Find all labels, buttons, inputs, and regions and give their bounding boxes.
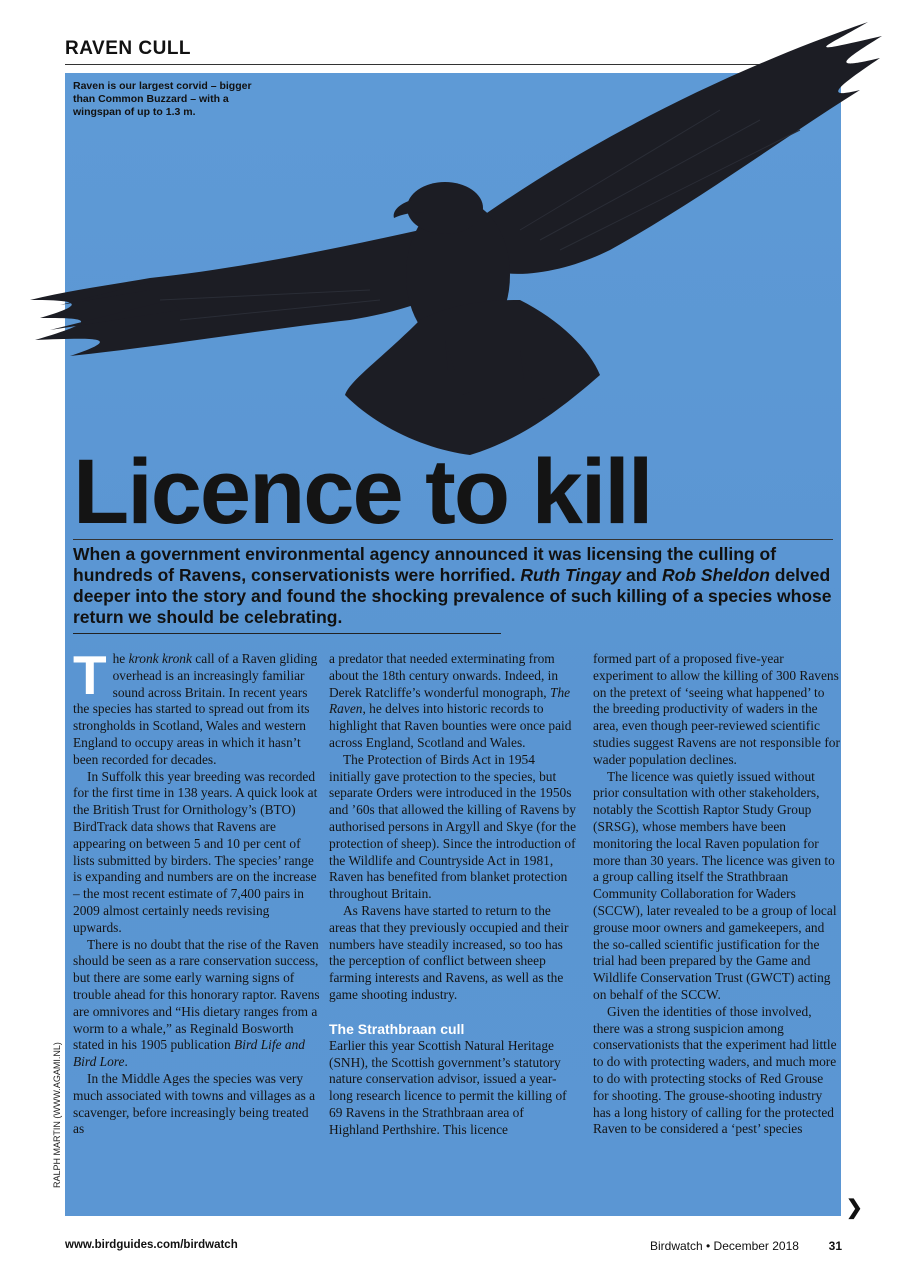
author-name: Ruth Tingay	[520, 565, 622, 585]
standfirst-and: and	[621, 565, 662, 585]
paragraph: In Suffolk this year breeding was recorded for the first time in 138 years. A quick look at the British Trust for Ornithology’s (BTO) BirdTrack data shows that Ravens are appearing on between 5 and 10 per cent of lists submitted by birders. The species’ range is expanding and numbers are on the increase – the most recent estimate of 7,400 pairs in 2009 almost certainly needs revising upwards.	[73, 768, 318, 935]
standfirst-text: When a government environmental agency announced it was licensing the culling of hundreds of Ravens, conservationists were horrified.	[73, 544, 777, 585]
standfirst-text: delved deeper into the story and found the shocking prevalence of such killing of a species whose return we should be celebrating.	[73, 565, 832, 627]
author-name: Rob Sheldon	[661, 565, 770, 585]
article-column-2	[329, 651, 577, 1139]
paragraph-text: a predator that needed exterminating from about the 18th century onwards. Indeed, in Derek Ratcliffe’s wonderful monograph,	[329, 651, 559, 700]
continue-arrow-icon: ❯	[846, 1197, 863, 1219]
standfirst-rule	[73, 633, 501, 634]
publication-date: Birdwatch • December 2018	[650, 1239, 799, 1253]
subheading: The Strathbraan cull	[329, 1020, 465, 1037]
paragraph: Earlier this year Scottish Natural Heritage (SNH), the Scottish government’s statutory nature conservation advisor, issued a year-long research licence to permit the killing of 69 Ravens in the Strathbraan area of Highland Perthshire. This licence	[329, 1037, 567, 1137]
paragraph: The licence was quietly issued without prior consultation with other stakeholders, notably the Scottish Raptor Study Group (SRSG), whose members have been monitoring the local Raven population for more than 30 years. The licence was given to a group calling itself the Strathbraan Community Collaboration for Waders (SCCW), later revealed to be a group of local grouse moor owners and gamekeepers, and the so-called scientific justification for the trial had been prepared by the Game and Wildlife Conservation Trust (GWCT) acting on behalf of the SCCW.	[593, 768, 837, 1002]
paragraph-italic: The Raven	[329, 684, 571, 717]
standfirst	[73, 544, 835, 628]
footer-url[interactable]: www.birdguides.com/birdwatch	[65, 1239, 238, 1251]
paragraph-text: call of a Raven gliding overhead is an increasingly familiar sound across Britain. In recent years the species has started to spread out from its strongholds in Scotland, Wales and western England to occupy areas in which it hasn’t been recorded for decades.	[73, 651, 318, 767]
paragraph	[73, 644, 321, 769]
paragraph-italic: Bird Life and Bird Lore	[73, 1037, 305, 1070]
headline-rule	[73, 539, 833, 540]
paragraph: formed part of a proposed five-year experiment to allow the killing of 300 Ravens on the pretext of ‘seeing what happened’ to the breeding productivity of waders in the area, even though peer-reviewed scientific studies suggest Ravens are not responsible for wader population declines.	[593, 651, 840, 767]
paragraph-text: There is no doubt that the rise of the Raven should be seen as a rare conservation success, but there are some early warning signs of trouble ahead for this honorary raptor. Ravens are omnivores and “His dietary ranges from a worm to a whale,” as Reginald Bosworth stated in his 1905 publication	[73, 936, 320, 1053]
paragraph-text: he	[112, 651, 129, 666]
section-title: RAVEN CULL	[65, 38, 192, 59]
page-number: 31	[828, 1239, 842, 1253]
paragraph: The Protection of Birds Act in 1954 initially gave protection to the species, but separate Orders were introduced in the 1950s and ’60s that allowed the killing of Ravens by authorised persons in Argyll and Skye (for the protection of sheep). Since the introduction of the Wildlife and Countryside Act in 1981, Raven has benefited from blanket protection throughout Britain.	[329, 751, 577, 902]
paragraph-italic: kronk kronk	[128, 651, 192, 666]
paragraph-text: .	[124, 1054, 128, 1070]
photo-credit: RALPH MARTIN (WWW.AGAMI.NL)	[52, 1042, 62, 1188]
footer-publication	[650, 1239, 842, 1253]
drop-cap: T	[73, 644, 107, 706]
paragraph-text: , he delves into historic records to highlight that Raven bounties were once paid across England, Scotland and Wales.	[329, 701, 572, 750]
article-column-3	[593, 651, 841, 1138]
article-column-1	[73, 644, 321, 1138]
paragraph: As Ravens have started to return to the areas that they previously occupied and their numbers have steadily increased, so too has the perception of conflict between sheep farming interests and Ravens, as well as the game shooting industry.	[329, 902, 569, 1002]
headline: Licence to kill	[73, 441, 652, 543]
paragraph: In the Middle Ages the species was very much associated with towns and villages as a scavenger, before increasingly being treated as	[73, 1070, 316, 1137]
paragraph	[329, 651, 577, 752]
paragraph	[73, 937, 321, 1071]
photo-caption: Raven is our largest corvid – bigger than Common Buzzard – with a wingspan of up to 1.3 m.	[73, 80, 252, 118]
paragraph: Given the identities of those involved, there was a strong suspicion among conservationists that the experiment had little to do with protecting waders, and much more to do with protecting stocks of Red Grouse for shooting. The grouse-shooting industry has a long history of calling for the protected Raven to be considered a ‘pest’ species	[593, 1003, 837, 1137]
